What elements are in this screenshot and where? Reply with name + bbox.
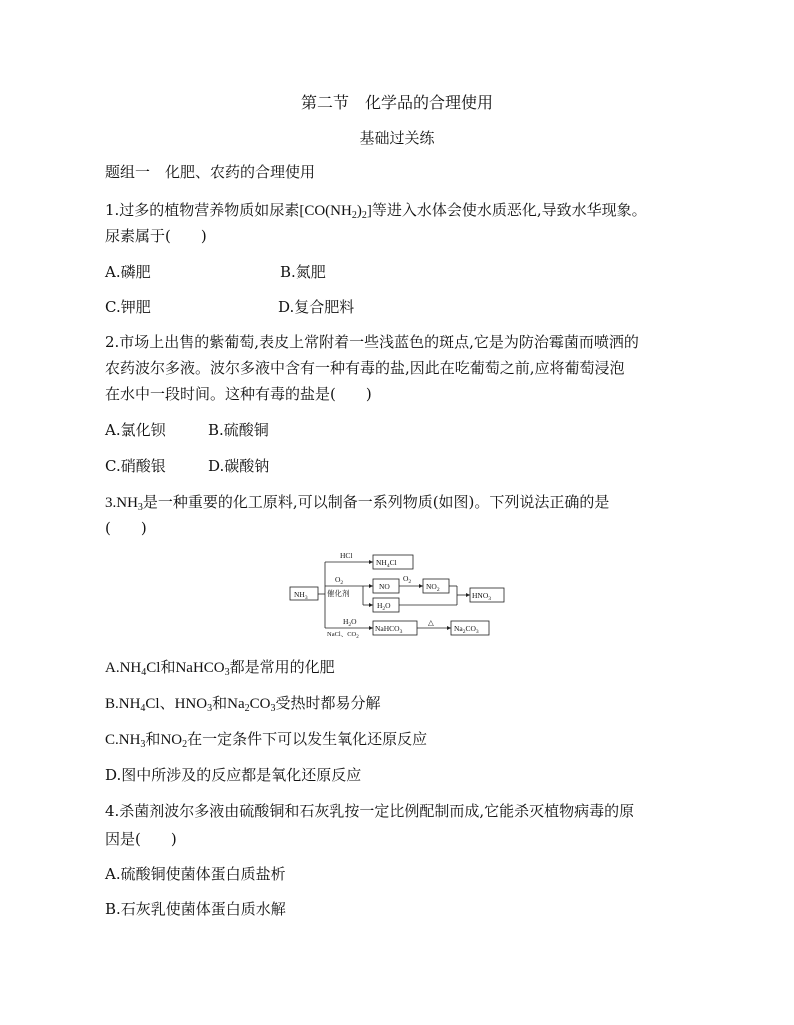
o2-label-b: $O_2$ [403,574,412,585]
section-heading: 题组一 化肥、农药的合理使用 [105,163,316,181]
hcl-label: HCl [340,551,353,560]
q2-option-b[interactable]: B.硫酸铜 [208,421,269,439]
q3-stem-line1: $3.NH_3$是一种重要的化工原料,可以制备一系列物质(如图)。下列说法正确的是 [105,493,610,513]
q2-option-a[interactable]: A.氯化钡 [105,421,166,439]
q3-stem-line2: ( ) [105,519,147,537]
no2-label: $NO_2$ [426,582,440,593]
no-label: NO [379,582,390,591]
heat-symbol: △ [428,618,434,627]
q3-option-b[interactable]: $B.NH_4Cl$、$HNO_3$和$Na_2CO_3$受热时都易分解 [105,694,381,714]
q2-stem-line2: 农药波尔多液。波尔多液中含有一种有毒的盐,因此在吃葡萄之前,应将葡萄浸泡 [105,359,625,377]
hno3-label: $HNO_3$ [472,591,491,602]
q4-option-a[interactable]: A.硫酸铜使菌体蛋白质盐析 [105,865,286,883]
nh3-label: $NH_3$ [294,590,308,601]
q4-stem-line1: 4.杀菌剂波尔多液由硫酸铜和石灰乳按一定比例配制而成,它能杀灭植物病毒的原 [105,802,635,820]
q1-option-c[interactable]: C.钾肥 [105,298,151,316]
na2co3-label: $Na_2CO_3$ [454,624,479,635]
page-title: 第二节 化学品的合理使用 [300,93,493,112]
nacl-co2-label: NaCl、$CO_2$ [327,631,359,640]
nahco3-label: NaHCO$_3$ [375,624,403,635]
q3-option-a[interactable]: $A.NH_4Cl$和NaHCO$_3$都是常用的化肥 [105,658,335,678]
q1-stem-line1: 1.过多的植物营养物质如尿素$[CO(NH_2)_2]$等进入水体会使水质恶化,导致水华现象。 [105,201,647,221]
q2-option-c[interactable]: C.硝酸银 [105,457,166,475]
q1-option-d[interactable]: D.复合肥料 [278,298,355,316]
catalyst-label: 催化剂 [327,589,350,598]
urea-formula: $[CO(NH_2)_2]$ [299,203,372,221]
nh3-reaction-diagram [285,548,515,640]
q4-option-b[interactable]: B.石灰乳使菌体蛋白质水解 [105,900,286,918]
q1-option-a[interactable]: A.磷肥 [105,263,151,281]
q1-stem-line2: 尿素属于( ) [105,227,207,245]
q3-option-c[interactable]: $C.NH_3$和$NO_2$在一定条件下可以发生氧化还原反应 [105,730,428,750]
page-subtitle: 基础过关练 [359,129,435,147]
q1-option-b[interactable]: B.氮肥 [280,263,326,281]
q4-stem-line2: 因是( ) [105,830,177,848]
q2-stem-line3: 在水中一段时间。这种有毒的盐是( ) [105,385,372,403]
nh4cl-label: $NH_4Cl$ [376,558,397,569]
q2-stem-line1: 2.市场上出售的紫葡萄,表皮上常附着一些浅蓝色的斑点,它是为防治霉菌而喷洒的 [105,333,639,351]
h2o-box-label: $H_2O$ [377,601,391,612]
o2-label: $O_2$ [335,575,344,586]
q3-option-d[interactable]: D.图中所涉及的反应都是氧化还原反应 [105,766,362,784]
q2-option-d[interactable]: D.碳酸钠 [208,457,270,475]
h2o-top-label: $H_2O$ [343,617,357,628]
